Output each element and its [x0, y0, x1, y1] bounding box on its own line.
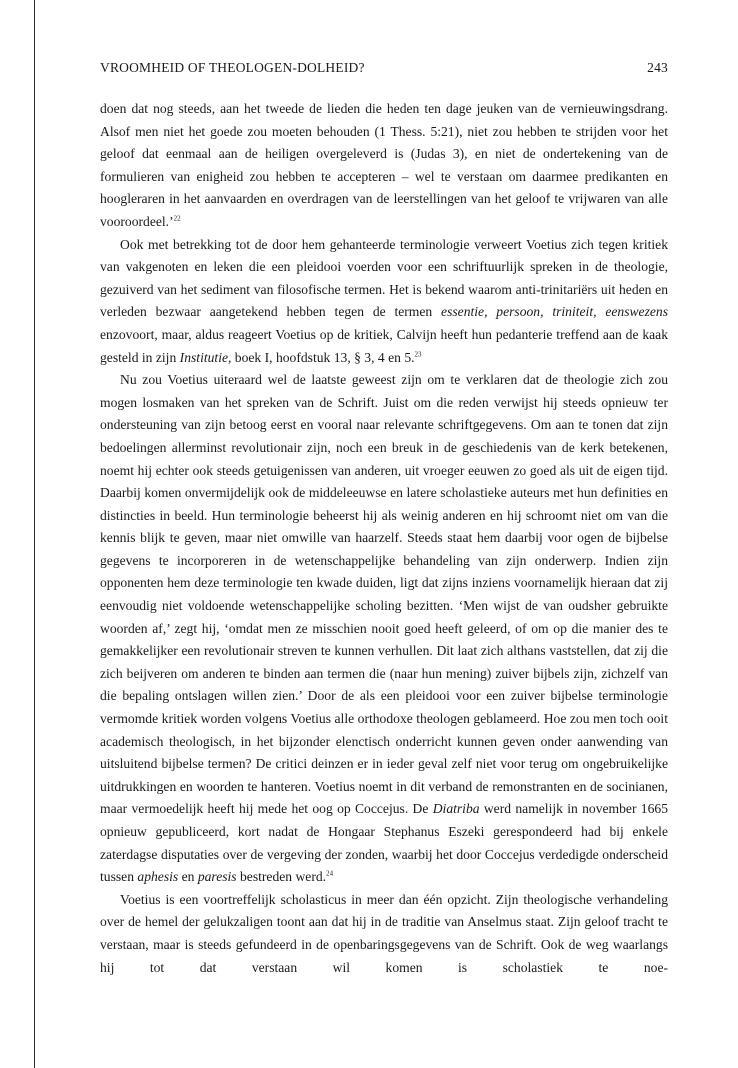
paragraph-1 — [100, 98, 668, 234]
text-run: enzovoort, maar, aldus reageert Voetius op de kritiek, Calvijn heeft hun pedanterie treffend aan de kaak gesteld in zijn — [100, 326, 668, 365]
page-binding-edge — [34, 0, 35, 1068]
running-title: VROOMHEID OF THEOLOGEN-DOLHEID? — [100, 60, 365, 75]
paragraph-4 — [100, 889, 668, 979]
text-run: Ook met betrekking tot de door hem gehanteerde terminologie verweert Voetius zich tegen kritiek van vakgenoten en leken die een pleidooi voerden voor een schriftuurlijk spreken in de theologie, gezuiverd van het sediment van filosofische termen. Het is bekend waarom anti-trinitariërs uit heden en verleden bezwaar aangetekend hebben tegen de termen — [100, 236, 668, 320]
text-run: Voetius is een voortreffelijk scholasticus in meer dan één opzicht. Zijn theologische verhandeling over de hemel der gelukzaligen toont aan dat hij in de traditie van Anselmus staat. Zijn geloof tracht te verstaan, maar is steeds gefundeerd in de openbaringsgegevens van de Schrift. Ook de weg waarlangs hij tot dat verstaan wil komen is scholastiek te noe- — [100, 891, 668, 975]
footnote-ref-23: 23 — [414, 350, 422, 358]
italic-title-diatriba: Diatriba — [432, 801, 480, 817]
text-run: en — [178, 869, 198, 885]
italic-title-institutie: Institutie, — [179, 349, 232, 365]
italic-terms: essentie, persoon, triniteit, eenswezens — [441, 304, 668, 320]
paragraph-2 — [100, 234, 668, 370]
running-header — [100, 60, 668, 76]
footnote-ref-24: 24 — [326, 869, 334, 878]
text-run: boek I, hoofdstuk 13, § 3, 4 en 5. — [231, 349, 415, 365]
text-run: doen dat nog steeds, aan het tweede de lieden die heden ten dage jeuken van de vernieuwingsdrang. Alsof men niet het goede zou moeten behouden (1 Thess. 5:21), niet zou hebben te strijden voor het geloof dat eenmaal aan de heiligen overgeleverd is (Judas 3), en niet de ondertekening van de formulieren van enigheid zou hebben te accepteren – wel te verstaan om daarmee predikanten en hoogleraren in het aanvaarden en overdragen van de leerstellingen van het geloof te vrijwaren van alle vooroordeel.’ — [100, 101, 668, 229]
paragraph-3 — [100, 369, 668, 889]
book-page — [100, 60, 668, 979]
page-number: 243 — [647, 60, 668, 75]
text-run: bestreden werd. — [236, 869, 327, 885]
footnote-ref-22: 22 — [173, 214, 181, 223]
italic-term-paresis: paresis — [197, 869, 237, 885]
text-run: werd namelijk in november 1665 opnieuw gepubliceerd, kort nadat de Hongaar Stephanus Eszeki gerespondeerd had bij enkele zaterdagse disputaties over de vergeving der zonden, waarbij het door Coccejus verdedigde onderscheid tussen — [100, 801, 668, 885]
text-run: Nu zou Voetius uiteraard wel de laatste geweest zijn om te verklaren dat de theologie zich zou mogen losmaken van het spreken van de Schrift. Juist om die reden verwijst hij steeds opnieuw ter ondersteuning van zijn betoog eerst en vooral naar relevante schriftgegevens. Om aan te tonen dat zijn bedoelingen allerminst revolutionair zijn, noch een breuk in de geschiedenis van de kerk betekenen, noemt hij echter ook steeds getuigenissen van anderen, uit vroeger eeuwen zo goed als uit de eigen tijd. Daarbij komen onvermijdelijk ook de middeleeuwse en latere scholastieke auteurs met hun definities en distincties in beeld. Hun terminologie beheerst hij als weinig anderen en hij schroomt niet om van die kennis blijk te geven, maar niet omwille van haarzelf. Steeds staat hem daarbij voor ogen de bijbelse gegevens te incorporeren in de wetenschappelijke behandeling van zijn onderwerp. Indien zijn opponenten hem deze terminologie ten kwade duiden, ligt dat zijns inziens voornamelijk hieraan dat zij eenvoudig niet voldoende wetenschappelijke scholing bezitten. ‘Men wijst de van oudsher gebruikte woorden af,’ zegt hij, ‘omdat men ze misschien nooit goed heeft geleerd, of om op die manier des te gemakkelijker een revolutionair streven te kunnen verhullen. Dit laat zich althans vaststellen, dat zij die zich beijveren om anderen te binden aan termen die (naar hun mening) zuiver bijbels zijn, zichzelf van die bepaling ontslagen willen zien.’ Door de als een pleidooi voor een zuiver bijbelse terminologie vermomde kritiek worden volgens Voetius alle orthodoxe theologen geblameerd. Hoe zou men toch ooit academisch theologisch, in het bijzonder elenctisch onderricht kunnen geven onder aanwending van uitsluitend bijbelse termen? De critici deinzen er in ieder geval zelf niet voor terug om ongebruikelijke uitdrukkingen en woorden te hanteren. Voetius noemt in dit verband de remonstranten en de socinianen, maar vermoedelijk heeft hij mede het oog op Coccejus. De — [100, 372, 668, 817]
body-text — [100, 98, 668, 979]
italic-term-aphesis: aphesis — [137, 869, 179, 885]
